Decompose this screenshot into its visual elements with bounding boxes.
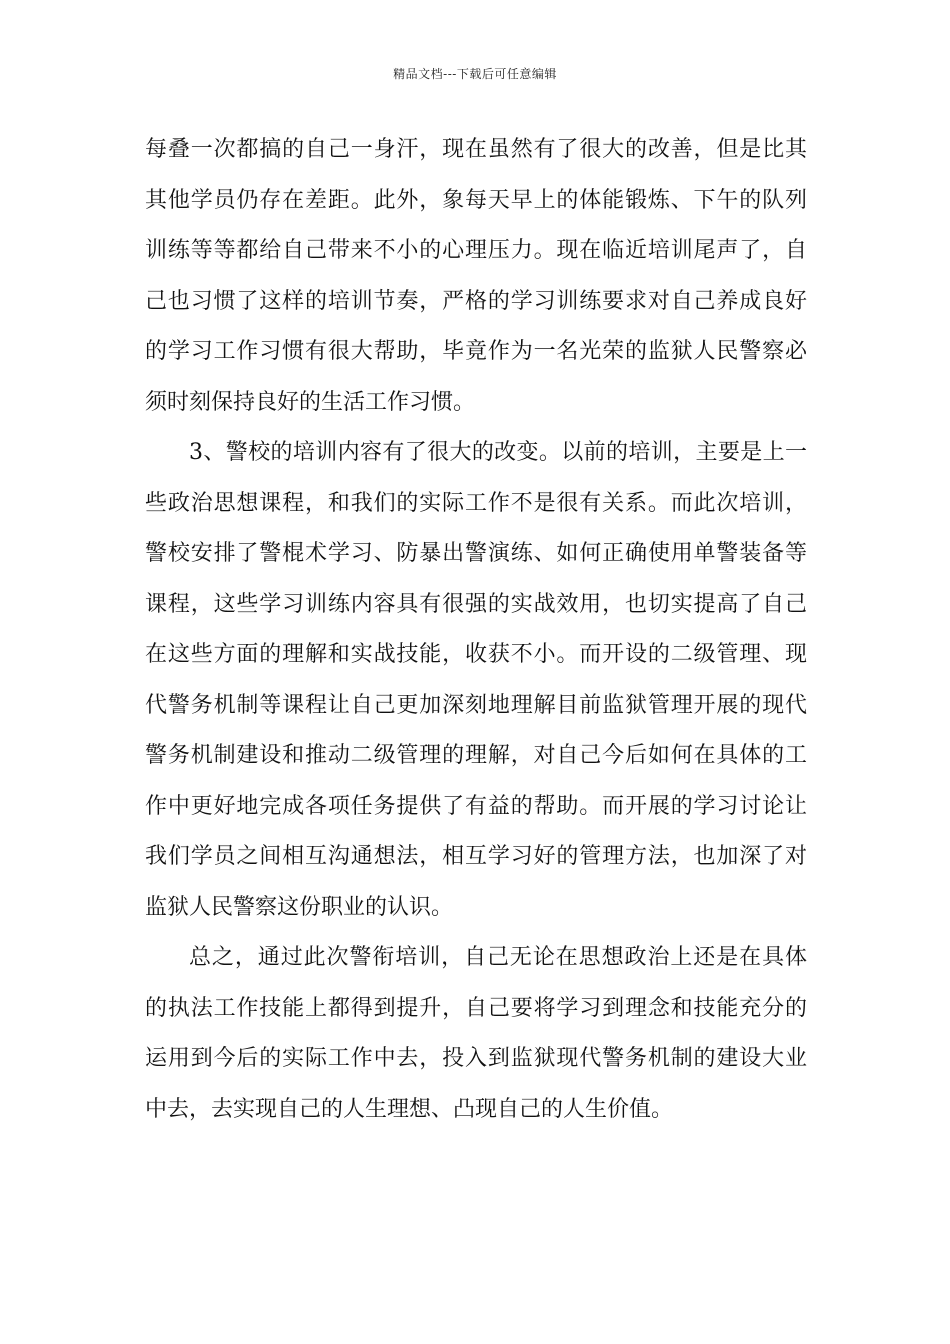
text-line: 训练等等都给自己带来不小的心理压力。现在临近培训尾声了，自 bbox=[145, 238, 807, 263]
text-line: 运用到今后的实际工作中去，投入到监狱现代警务机制的建设大业 bbox=[145, 1046, 807, 1071]
page-header: 精品文档---下载后可任意编辑 bbox=[393, 67, 557, 81]
text-line: 在这些方面的理解和实战技能，收获不小。而开设的二级管理、现 bbox=[145, 642, 807, 667]
text-line: 己也习惯了这样的培训节奏，严格的学习训练要求对自己养成良好 bbox=[145, 288, 807, 314]
text-line: 警校安排了警棍术学习、防暴出警演练、如何正确使用单警装备等 bbox=[145, 541, 807, 566]
text-line: 课程，这些学习训练内容具有很强的实战效用，也切实提高了自己 bbox=[145, 591, 807, 617]
text-line: 的执法工作技能上都得到提升，自己要将学习到理念和技能充分的 bbox=[145, 995, 807, 1021]
text-line: 须时刻保持良好的生活工作习惯。 bbox=[145, 389, 476, 415]
text-line: 其他学员仍存在差距。此外，象每天早上的体能锻炼、下午的队列 bbox=[145, 187, 807, 213]
text-line: 代警务机制等课程让自己更加深刻地理解目前监狱管理开展的现代 bbox=[145, 692, 807, 718]
text-line: 我们学员之间相互沟通想法，相互学习好的管理方法，也加深了对 bbox=[145, 844, 807, 869]
paragraph-1 bbox=[145, 125, 807, 428]
paragraph-3 bbox=[145, 933, 807, 1135]
paragraph-2 bbox=[145, 428, 807, 933]
text-line: 作中更好地完成各项任务提供了有益的帮助。而开展的学习讨论让 bbox=[145, 793, 807, 819]
text-line: 总之，通过此次警衔培训，自己无论在思想政治上还是在具体 bbox=[189, 945, 807, 970]
text-line: 每叠一次都搞的自己一身汗，现在虽然有了很大的改善，但是比其 bbox=[145, 137, 807, 162]
text-line: 中去，去实现自己的人生理想、凸现自己的人生价值。 bbox=[145, 1096, 674, 1122]
text-line: 监狱人民警察这份职业的认识。 bbox=[145, 894, 454, 920]
text-line: 3、警校的培训内容有了很大的改变。以前的培训，主要是上一 bbox=[189, 440, 807, 465]
text-line: 些政治思想课程，和我们的实际工作不是很有关系。而此次培训， bbox=[145, 490, 807, 516]
text-line: 警务机制建设和推动二级管理的理解，对自己今后如何在具体的工 bbox=[145, 743, 807, 768]
text-line: 的学习工作习惯有很大帮助，毕竟作为一名光荣的监狱人民警察必 bbox=[145, 339, 807, 364]
document-body bbox=[145, 125, 807, 1135]
